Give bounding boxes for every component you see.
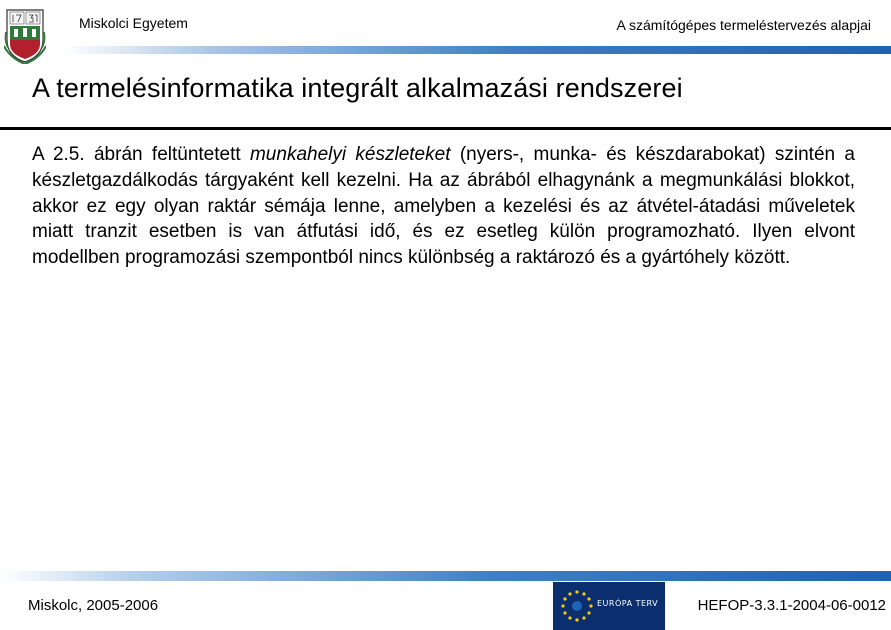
footer-place-years: Miskolc, 2005-2006 — [28, 597, 159, 614]
eu-logo — [553, 582, 665, 630]
title-divider — [0, 127, 891, 130]
body-text-emphasis: munkahelyi készleteket — [249, 144, 451, 165]
slide-title: A termelésinformatika integrált alkalmazási rendszerei — [32, 73, 683, 103]
slide-body — [32, 142, 855, 271]
header-gradient-bar — [62, 46, 891, 54]
eu-logo-text: EURÓPA TERV — [597, 599, 659, 608]
body-text-start: A 2.5. ábrán feltüntetett — [32, 144, 250, 165]
eu-stars-icon — [557, 586, 597, 626]
footer-gradient-bar — [0, 571, 891, 581]
header-course-title: A számítógépes termeléstervezés alapjai — [616, 17, 871, 33]
body-text-rest: (nyers-, munka- és készdarabokat) szintén a készletgazdálkodás tárgyaként kell kezelni. Ha az ábrából elhagynánk a megmunkálási blokkot, akkor ez egy olyan raktár sémája lenne, amelyben a kezelési és az átvétel-átadási műveletek miatt tranzit esetben is van átfutási idő, és ez esetleg külön programozható. Ilyen elvont modellben programozási szempontból nincs különbség a raktározó és a gyártóhely között. — [32, 144, 855, 269]
header-university: Miskolci Egyetem — [79, 15, 188, 31]
footer-project-code: HEFOP-3.3.1-2004-06-0012 — [697, 597, 886, 614]
university-crest-icon — [4, 2, 46, 64]
